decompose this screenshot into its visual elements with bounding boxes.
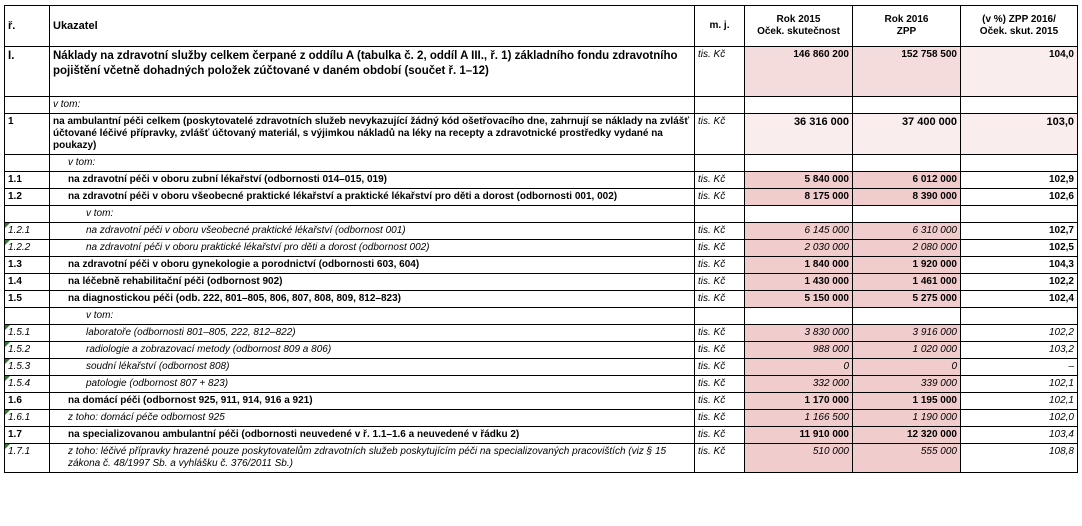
row-value-2015: 1 840 000 (745, 257, 853, 274)
row-unit: tis. Kč (695, 189, 745, 206)
row-label: na zdravotní péči v oboru všeobecné praktické lékařství a praktické lékařství pro děti a dorost (odbornosti 001, 002) (50, 189, 695, 206)
row-index (961, 206, 1078, 223)
row-label: laboratoře (odbornosti 801–805, 222, 812–822) (50, 325, 695, 342)
row-index: 103,2 (961, 342, 1078, 359)
header-2016: Rok 2016 ZPP (853, 6, 961, 47)
row-label: z toho: domácí péče odbornost 925 (50, 410, 695, 427)
row-value-2015 (745, 206, 853, 223)
row-index: 103,0 (961, 114, 1078, 155)
row-num: 1.7 (5, 427, 50, 444)
row-value-2016: 1 461 000 (853, 274, 961, 291)
row-value-2016: 152 758 500 (853, 47, 961, 97)
row-unit (695, 308, 745, 325)
row-value-2015: 1 170 000 (745, 393, 853, 410)
table-row (5, 325, 1078, 342)
table-row (5, 206, 1078, 223)
row-index (961, 308, 1078, 325)
row-unit: tis. Kč (695, 172, 745, 189)
row-index (961, 97, 1078, 114)
row-label: Náklady na zdravotní služby celkem čerpané z oddílu A (tabulka č. 2, oddíl A III., ř. 1) základního fondu zdravotního pojištění včetně dohadných položek zúčtované v daném období (součet ř. 1–12) (50, 47, 695, 97)
table-row (5, 155, 1078, 172)
header-index: (v %) ZPP 2016/ Oček. skut. 2015 (961, 6, 1078, 47)
row-unit: tis. Kč (695, 393, 745, 410)
table-row (5, 444, 1078, 473)
row-num: 1.1 (5, 172, 50, 189)
row-unit: tis. Kč (695, 291, 745, 308)
row-value-2016 (853, 308, 961, 325)
row-index: 103,4 (961, 427, 1078, 444)
row-num: 1.4 (5, 274, 50, 291)
row-label: na zdravotní péči v oboru všeobecné praktické lékařství (odbornost 001) (50, 223, 695, 240)
row-num (5, 155, 50, 172)
row-index: 102,2 (961, 325, 1078, 342)
row-value-2015: 6 145 000 (745, 223, 853, 240)
row-index: 102,4 (961, 291, 1078, 308)
header-2015: Rok 2015 Oček. skutečnost (745, 6, 853, 47)
row-label: na domácí péči (odbornost 925, 911, 914, 916 a 921) (50, 393, 695, 410)
row-index: 102,1 (961, 376, 1078, 393)
row-value-2015: 3 830 000 (745, 325, 853, 342)
row-label: v tom: (50, 308, 695, 325)
row-value-2015: 988 000 (745, 342, 853, 359)
table-row (5, 410, 1078, 427)
row-value-2016: 6 310 000 (853, 223, 961, 240)
row-index: 102,2 (961, 274, 1078, 291)
table-row (5, 308, 1078, 325)
row-unit: tis. Kč (695, 376, 745, 393)
row-index: 102,5 (961, 240, 1078, 257)
row-unit: tis. Kč (695, 325, 745, 342)
row-num: 1.6.1 (5, 410, 50, 427)
table-header-row (5, 6, 1078, 47)
row-index: 102,9 (961, 172, 1078, 189)
row-unit: tis. Kč (695, 223, 745, 240)
table-row (5, 427, 1078, 444)
table-row (5, 359, 1078, 376)
row-index: 102,0 (961, 410, 1078, 427)
row-index (961, 155, 1078, 172)
row-num: 1 (5, 114, 50, 155)
row-value-2015: 5 150 000 (745, 291, 853, 308)
table-row (5, 257, 1078, 274)
row-value-2016: 555 000 (853, 444, 961, 473)
row-unit: tis. Kč (695, 114, 745, 155)
row-value-2016: 1 195 000 (853, 393, 961, 410)
row-num: I. (5, 47, 50, 97)
row-value-2016: 8 390 000 (853, 189, 961, 206)
row-value-2015: 1 166 500 (745, 410, 853, 427)
row-label: na zdravotní péči v oboru gynekologie a porodnictví (odbornosti 603, 604) (50, 257, 695, 274)
row-unit (695, 97, 745, 114)
row-num: 1.5.1 (5, 325, 50, 342)
row-label: na léčebně rehabilitační péči (odbornost 902) (50, 274, 695, 291)
row-num: 1.5.4 (5, 376, 50, 393)
row-num: 1.2 (5, 189, 50, 206)
row-label: v tom: (50, 155, 695, 172)
row-value-2016: 5 275 000 (853, 291, 961, 308)
row-unit: tis. Kč (695, 257, 745, 274)
header-num: ř. (5, 6, 50, 47)
row-value-2015: 0 (745, 359, 853, 376)
row-label: na zdravotní péči v oboru praktické lékařství pro děti a dorost (odbornost 002) (50, 240, 695, 257)
row-value-2015: 510 000 (745, 444, 853, 473)
row-value-2016: 12 320 000 (853, 427, 961, 444)
row-value-2016 (853, 97, 961, 114)
row-label: patologie (odbornost 807 + 823) (50, 376, 695, 393)
row-value-2016: 1 020 000 (853, 342, 961, 359)
table-row (5, 376, 1078, 393)
row-label: radiologie a zobrazovací metody (odbornost 809 a 806) (50, 342, 695, 359)
row-label: na specializovanou ambulantní péči (odbornosti neuvedené v ř. 1.1–1.6 a neuvedené v řádku 2) (50, 427, 695, 444)
row-value-2016: 6 012 000 (853, 172, 961, 189)
row-index: 102,6 (961, 189, 1078, 206)
row-value-2016: 37 400 000 (853, 114, 961, 155)
table-row (5, 274, 1078, 291)
row-num: 1.2.1 (5, 223, 50, 240)
table-row (5, 291, 1078, 308)
row-num: 1.5.3 (5, 359, 50, 376)
row-value-2016: 1 920 000 (853, 257, 961, 274)
row-label: na ambulantní péči celkem (poskytovatelé zdravotních služeb nevykazující žádný kód ošetřovacího dne, zahrnují se náklady na zvlášť účtované léčivé přípravky, zvlášť účtovaný materiál, s výjimkou nákladů na léky na recepty a zdravotnické prostředky vydané na poukazy) (50, 114, 695, 155)
table-row (5, 223, 1078, 240)
row-label: v tom: (50, 206, 695, 223)
table-row (5, 189, 1078, 206)
row-value-2015: 11 910 000 (745, 427, 853, 444)
row-num: 1.2.2 (5, 240, 50, 257)
row-value-2015 (745, 97, 853, 114)
row-index: 108,8 (961, 444, 1078, 473)
row-unit: tis. Kč (695, 240, 745, 257)
row-label: soudní lékařství (odbornost 808) (50, 359, 695, 376)
row-index: 102,1 (961, 393, 1078, 410)
table-row (5, 172, 1078, 189)
row-index: 102,7 (961, 223, 1078, 240)
row-index: – (961, 359, 1078, 376)
row-unit: tis. Kč (695, 342, 745, 359)
row-value-2016: 3 916 000 (853, 325, 961, 342)
row-value-2015 (745, 308, 853, 325)
table-row (5, 342, 1078, 359)
row-unit: tis. Kč (695, 410, 745, 427)
table-row (5, 114, 1078, 155)
table-row (5, 97, 1078, 114)
row-value-2016: 0 (853, 359, 961, 376)
row-label: v tom: (50, 97, 695, 114)
row-label: z toho: léčivé přípravky hrazené pouze poskytovatelům zdravotních služeb poskytujícím péči na specializovaných pracovištích (viz § 15 zákona č. 48/1997 Sb. a vyhlášku č. 376/2011 Sb.) (50, 444, 695, 473)
header-label: Ukazatel (50, 6, 695, 47)
row-num (5, 97, 50, 114)
row-value-2016 (853, 155, 961, 172)
row-value-2015: 36 316 000 (745, 114, 853, 155)
row-unit: tis. Kč (695, 444, 745, 473)
cost-table (4, 5, 1078, 473)
row-value-2015: 8 175 000 (745, 189, 853, 206)
row-num: 1.7.1 (5, 444, 50, 473)
row-num (5, 206, 50, 223)
table-row (5, 240, 1078, 257)
row-value-2015: 146 860 200 (745, 47, 853, 97)
row-value-2016: 2 080 000 (853, 240, 961, 257)
row-index: 104,0 (961, 47, 1078, 97)
row-unit (695, 155, 745, 172)
row-unit: tis. Kč (695, 359, 745, 376)
row-value-2016 (853, 206, 961, 223)
table-row (5, 393, 1078, 410)
row-value-2015: 2 030 000 (745, 240, 853, 257)
row-num: 1.5.2 (5, 342, 50, 359)
row-label: na diagnostickou péči (odb. 222, 801–805, 806, 807, 808, 809, 812–823) (50, 291, 695, 308)
row-num: 1.5 (5, 291, 50, 308)
table-row (5, 47, 1078, 97)
header-unit: m. j. (695, 6, 745, 47)
row-unit: tis. Kč (695, 427, 745, 444)
row-unit: tis. Kč (695, 47, 745, 97)
row-index: 104,3 (961, 257, 1078, 274)
row-value-2015 (745, 155, 853, 172)
row-value-2015: 1 430 000 (745, 274, 853, 291)
row-value-2016: 1 190 000 (853, 410, 961, 427)
row-value-2015: 5 840 000 (745, 172, 853, 189)
row-num: 1.3 (5, 257, 50, 274)
row-value-2015: 332 000 (745, 376, 853, 393)
row-value-2016: 339 000 (853, 376, 961, 393)
row-label: na zdravotní péči v oboru zubní lékařství (odbornosti 014–015, 019) (50, 172, 695, 189)
row-unit: tis. Kč (695, 274, 745, 291)
row-num: 1.6 (5, 393, 50, 410)
row-unit (695, 206, 745, 223)
row-num (5, 308, 50, 325)
